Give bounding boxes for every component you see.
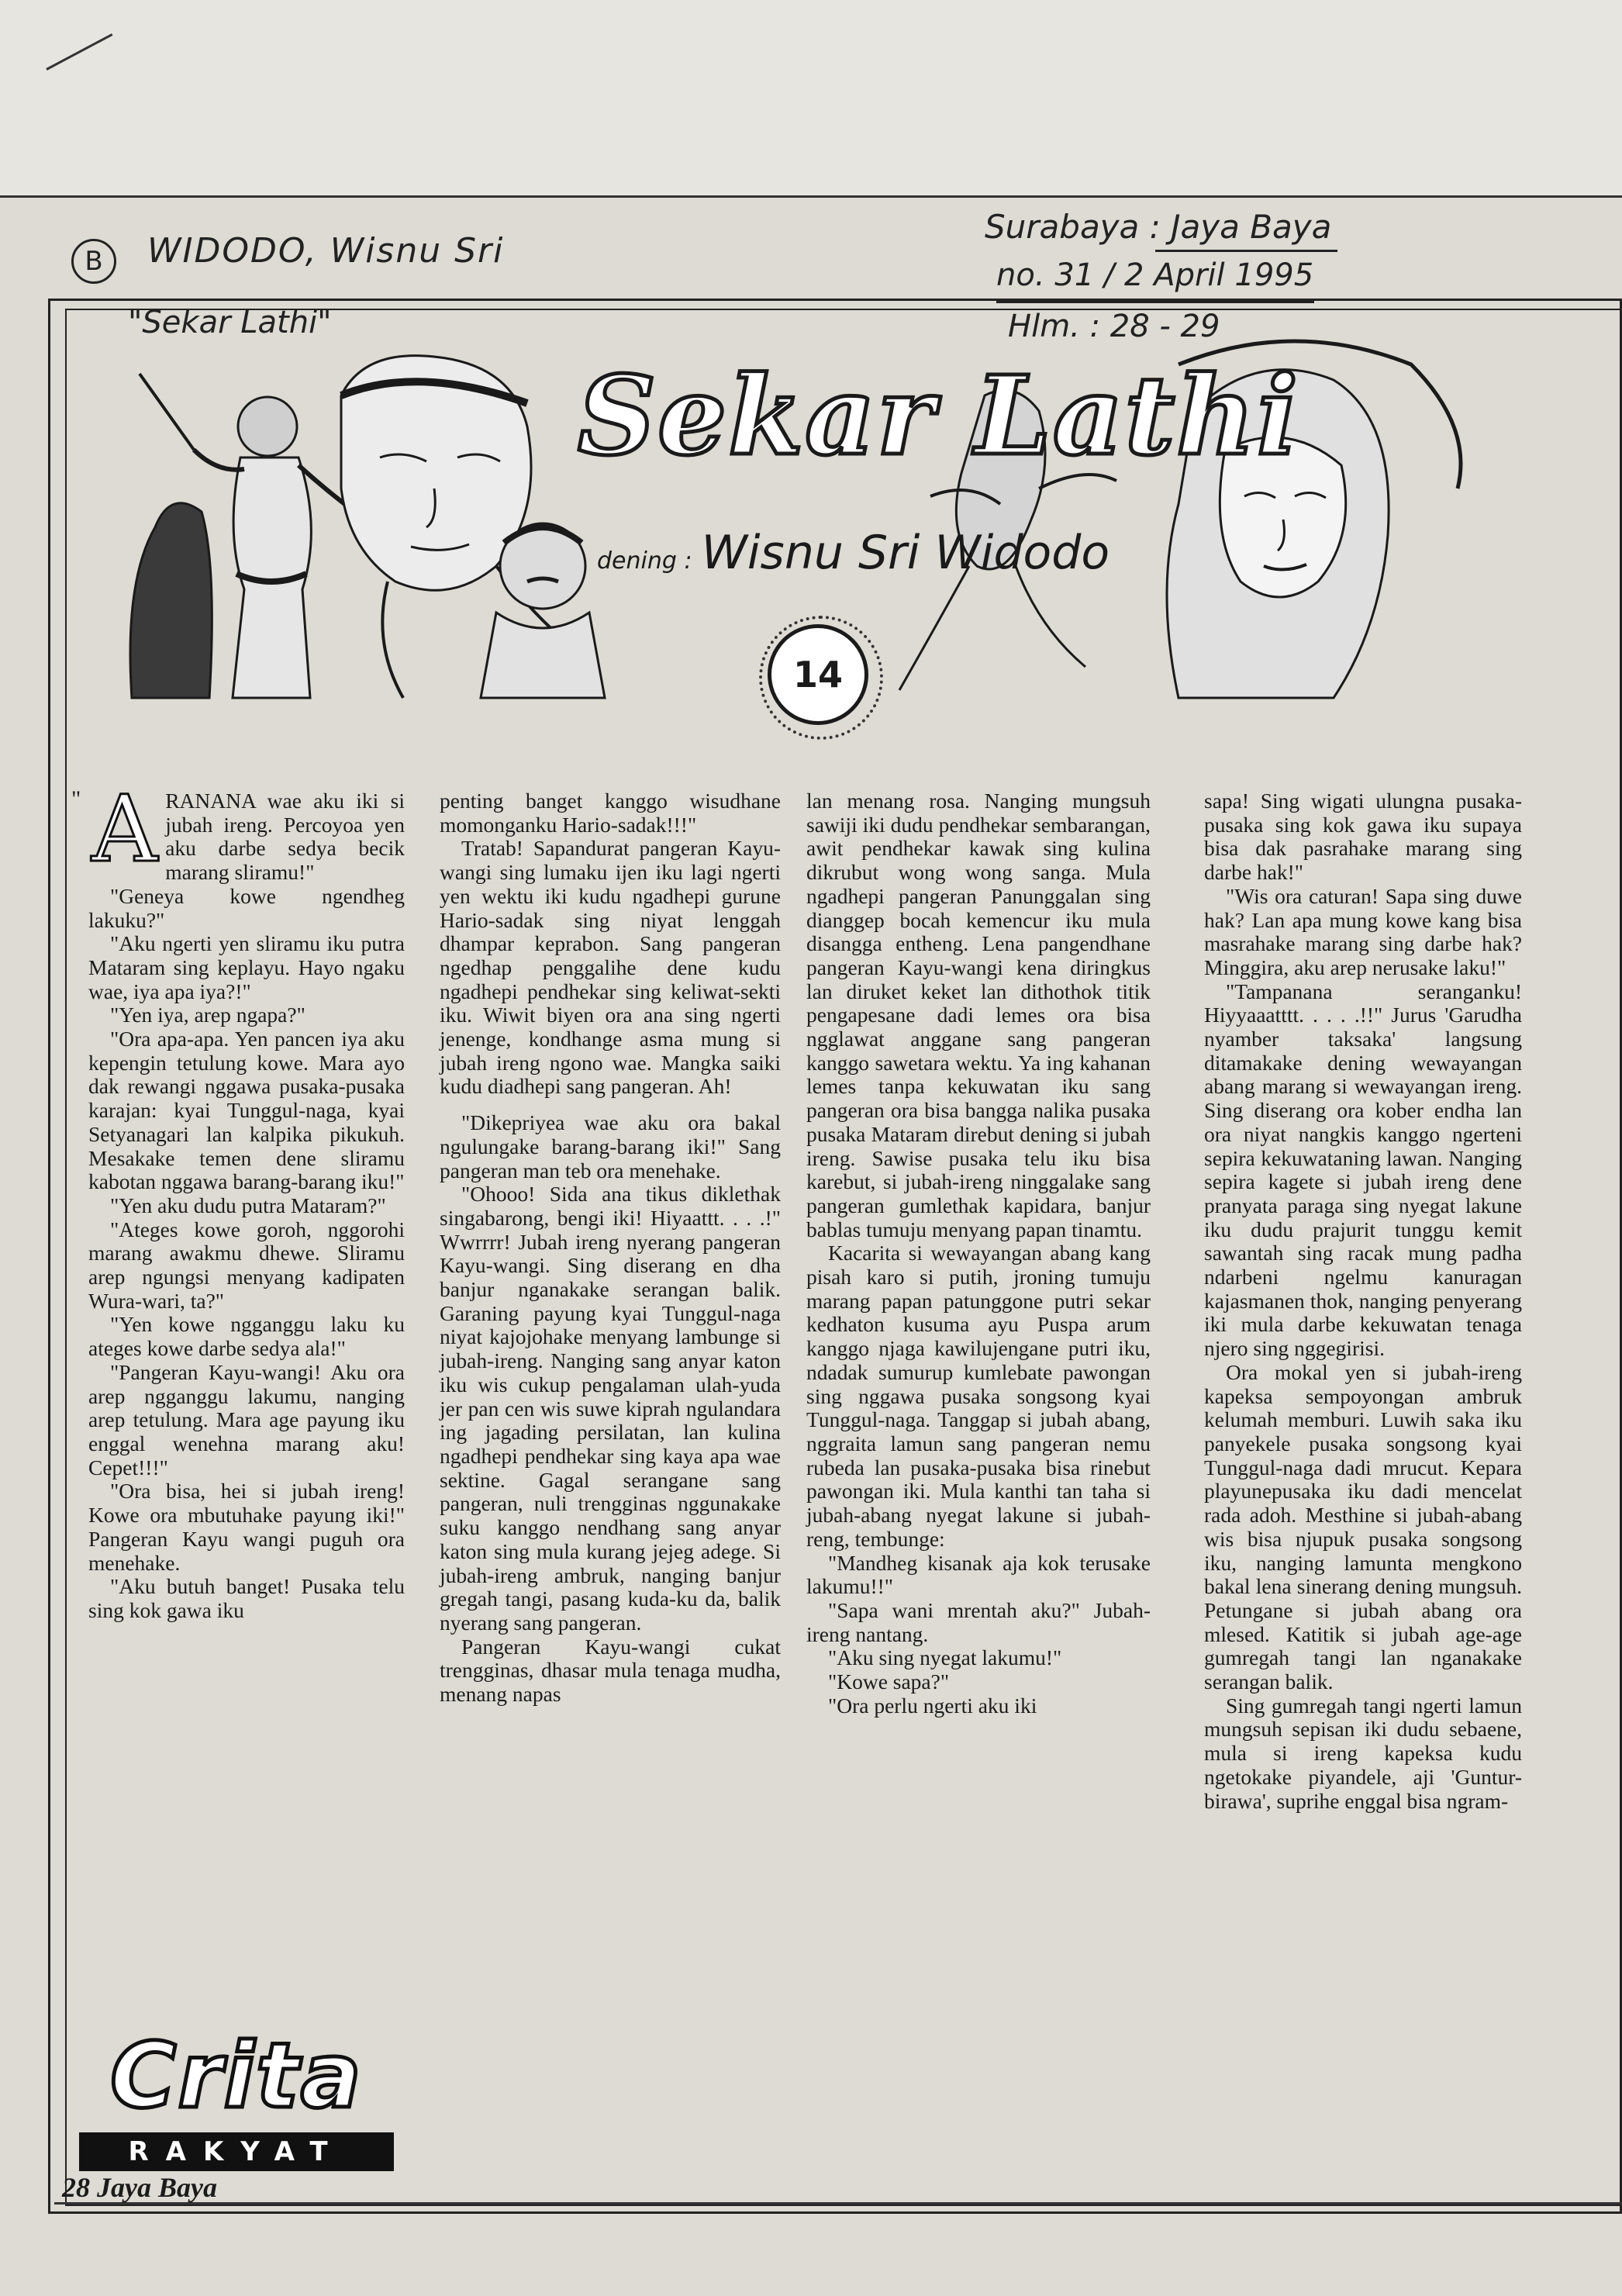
paragraph: "Aku ngerti yen sliramu iku putra Mataram sing keplayu. Hayo ngaku wae, iya apa iya?!" <box>88 931 405 1003</box>
paragraph: Kacarita si wewayangan abang kang pisah karo si putih, jroning tumuju marang papan patunggone putri sekar kedhaton kusuma ayu Puspa arum kanggo njaga kawilujengane putri iku, ndadak sumurup kumlebate pawongan sing nggawa pusaka songsong kyai Tunggul-naga. Tanggap si jubah abang, nggraita lamun sang pangeran nemu rubeda lan pusaka-pusaka bisa rinebut pawongan iki. Mula kanthi tan taha si jubah-abang nyegat lakune si jubah-reng, tembunge: <box>806 1241 1151 1551</box>
byline-prefix: dening : <box>597 547 692 575</box>
article-column-2 <box>440 789 781 1707</box>
article-column-1 <box>88 789 405 2022</box>
title-handwritten-note: "Sekar Lathi" <box>128 305 332 340</box>
paragraph: "Ohooo! Sida ana tikus diklethak singabarong, bengi iki! Hiyaattt. . . .!" Wwrrrr! Jubah ireng nyerang pangeran Kayu-wangi. Sing diserang en dha banjur nganakake serangan balik. Garaning payung kyai Tunggul-naga niyat kajojohake menyang lambunge si jubah-ireng. Nanging sang anyar katon iku wis cukup pengalaman ulah-yuda jer pan cen wis suwe kiprah ngulandara ing jagading persilatan, lan kulina ngadhepi pendhekar sing kaya apa wae sektine. Gagal serangane sang pangeran, nuli trengginas nggunakake suku kanggo nendhang sang anyar katon sing mula kurang jejeg adege. Si jubah-ireng ambruk, nanging banjur gregah tangi, pasang kuda-ku da, balik nyerang sang pangeran. <box>440 1182 781 1635</box>
opening-quote-mark: " <box>71 786 81 812</box>
paragraph: lan menang rosa. Nanging mungsuh sawiji iki dudu pendhekar sembarangan, awit pendhekar kawak sing kulina dikrubut wong wong sanga. Mula ngadhepi pangeran Panunggalan sing dianggep bocah kemencur iku mula disangga entheng. Lena pangendhane pangeran Kayu-wangi kena diringkus lan diruket keket lan dithothok titik pengapesane dadi lemes ora bisa ngglawat anggane sang pangeran kanggo sawetara wektu. Ya ing kahanan lemes tanpa kekuwatan iku sang pangeran ora bisa bangga nalika pusaka pusaka Mataram direbut dening si jubah ireng. Sawise pusaka telu iku bisa karebut, si jubah-ireng ninggalake sang pangeran gumlethak kapidara, banjur bablas tumuju menyang papan tinamtu. <box>806 789 1151 1241</box>
source-handwritten-note: Surabaya : Jaya Baya <box>985 208 1332 246</box>
paragraph: "Ora bisa, hei si jubah ireng! Kowe ora mbutuhake payung iki!" Pangeran Kayu wangi puguh ora menehake. <box>88 1479 405 1575</box>
paragraph: Ora mokal yen si jubah-ireng kapeksa sempoyongan ambruk kelumah memburi. Luwih saka iku panyekele pusaka songsong kyai Tunggul-naga dadi mrucut. Kepara playunepusaka iku dadi mencelat rada adoh. Mesthine si jubah-abang wis bisa njupuk pusaka songsong iku, nanging lamunta mengkono bakal lena sinerang dening mungsuh. Petungane si jubah abang ora mlesed. Katitik si jubah age-age gumregah tangi lan nganakake serangan balik. <box>1204 1359 1522 1694</box>
circled-letter-note: B <box>71 239 116 284</box>
paragraph: penting banget kanggo wisudhane momonganku Hario-sadak!!!" <box>440 789 781 837</box>
paragraph: "Ateges kowe goroh, nggorohi marang awakmu dhewe. Sliramu arep ngungsi menyang kadipaten Wura-wari, ta?" <box>88 1217 405 1313</box>
paragraph: "Dikepriyea wae aku ora bakal ngulungake barang-barang iki!" Sang pangeran man teb ora menehake. <box>440 1110 781 1183</box>
source-underline <box>1155 250 1337 252</box>
paragraph: Tratab! Sapandurat pangeran Kayu-wangi sing lumaku ijen iku lagi ngerti yen wektu iki kudu ngadhepi gurune Hario-sadak sing niyat lenggah dhampar keprabon. Sang pangeran ngedhap penggalihe dene kudu ngadhepi pendhekar sing keliwat-sekti iku. Wiwit biyen ora ana sing ngerti jenenge, kondhange asma mung si jubah ireng ngono wae. Mangka saiki kudu diadhepi sang pangeran. Ah! <box>440 836 781 1099</box>
paragraph: "Kowe sapa?" <box>828 1669 950 1694</box>
paragraph: "Sapa wani mrentah aku?" Jubah-ireng nantang. <box>806 1597 1151 1646</box>
paragraph-opening: ARANANA wae aku iki si jubah ireng. Percoyoa yen aku darbe sedya becik marang sliramu!" <box>91 789 405 885</box>
logo-subtitle: RAKYAT <box>79 2132 394 2171</box>
paragraph: sapa! Sing wigati ulungna pusaka-pusaka sing kok gawa iku supaya bisa dak pasrahake marang sing darbe hak!" <box>1204 789 1522 885</box>
author-handwritten-note: WIDODO, Wisnu Sri <box>147 231 505 271</box>
paragraph: "Mandheg kisanak aja kok terusake lakumu!!" <box>806 1550 1151 1599</box>
byline <box>597 526 1110 580</box>
paragraph: "Geneya kowe ngendheg lakuku?" <box>88 883 405 932</box>
paragraph: Sing gumregah tangi ngerti lamun mungsuh sepisan iki dudu sebaene, mula si ireng kapeksa kudu ngetokake piyandele, aji 'Guntur-birawa', suprihe enggal bisa ngram- <box>1204 1693 1522 1813</box>
paragraph: "Yen kowe ngganggu laku ku ateges kowe darbe sedya ala!" <box>88 1312 405 1361</box>
byline-author: Wisnu Sri Widodo <box>701 526 1110 580</box>
paragraph: "Yen iya, arep ngapa?" <box>110 1003 305 1027</box>
episode-number-badge: 14 <box>768 624 868 725</box>
page-margin-top <box>0 0 1622 195</box>
paragraph: Pangeran Kayu-wangi cukat trengginas, dhasar mula tenaga mudha, menang napas <box>440 1634 781 1707</box>
paragraph: "Ora apa-apa. Yen pancen iya aku kepengin tetulung kowe. Mara ayo dak rewangi nggawa pusaka-pusaka karajan: kyai Tunggul-naga, kyai Setyanagari lan kalpika pikukuh. Mesakake temen dene sliramu kabotan nggawa barang-barang iku!" <box>88 1027 405 1194</box>
paragraph: "Aku butuh banget! Pusaka telu sing kok gawa iku <box>88 1574 405 1622</box>
paragraph: "Yen aku dudu putra Mataram?" <box>110 1193 386 1217</box>
paragraph: "Pangeran Kayu-wangi! Aku ora arep ngganggu lakumu, nanging arep tetulung. Mara age payung iku enggal wenehna marang aku! Cepet!!!" <box>88 1359 405 1479</box>
illustration-knife <box>140 374 194 450</box>
logo-word: Crita <box>110 2024 363 2129</box>
paragraph: "Tampanana seranganku! Hiyyaaatttt. . . . .!!" Jurus 'Garudha nyamber taksaka' langsung ditamakake dening wewayangan abang marang si wewayangan ireng. Sing diserang ora kober endha lan ora niyat nangkis kanggo ngerteni sepira kekuwataning lawan. Nanging sepira kagete si jubah ireng dene pranyata paraga sing nyegat lakune iku dudu prajurit tunggu kemit sawantah sing racak mung padha ndarbeni ngelmu kanuragan kajasmanen thok, nanging penyerang iki mula darbe kekuwatan tenaga njero sing nggegirisi. <box>1204 979 1522 1361</box>
page-footer: 28 Jaya Baya <box>62 2172 217 2203</box>
paragraph: "Ora perlu ngerti aku iki <box>828 1693 1037 1718</box>
clipping-top-edge <box>0 195 1622 198</box>
article-column-3 <box>806 789 1151 1718</box>
drop-cap: A <box>91 789 158 882</box>
article-column-4 <box>1204 789 1522 1813</box>
illustration-shadow-figure <box>130 503 212 698</box>
paragraph: "Aku sing nyegat lakumu!" <box>828 1645 1062 1670</box>
pages-handwritten-note: Hlm. : 28 - 29 <box>1008 309 1220 344</box>
footer-rule <box>54 2202 1622 2205</box>
illustration-warrior-head <box>238 397 297 456</box>
story-title: Sekar Lathi <box>578 353 1300 480</box>
paragraph: "Wis ora caturan! Sapa sing duwe hak? Lan apa mung kowe kang bisa masrahake marang sing darbe hak? Minggira, aku arep nerusake laku!" <box>1204 883 1522 979</box>
crita-rakyat-logo <box>79 2025 394 2173</box>
issue-handwritten-note: no. 31 / 2 April 1995 <box>996 257 1314 293</box>
